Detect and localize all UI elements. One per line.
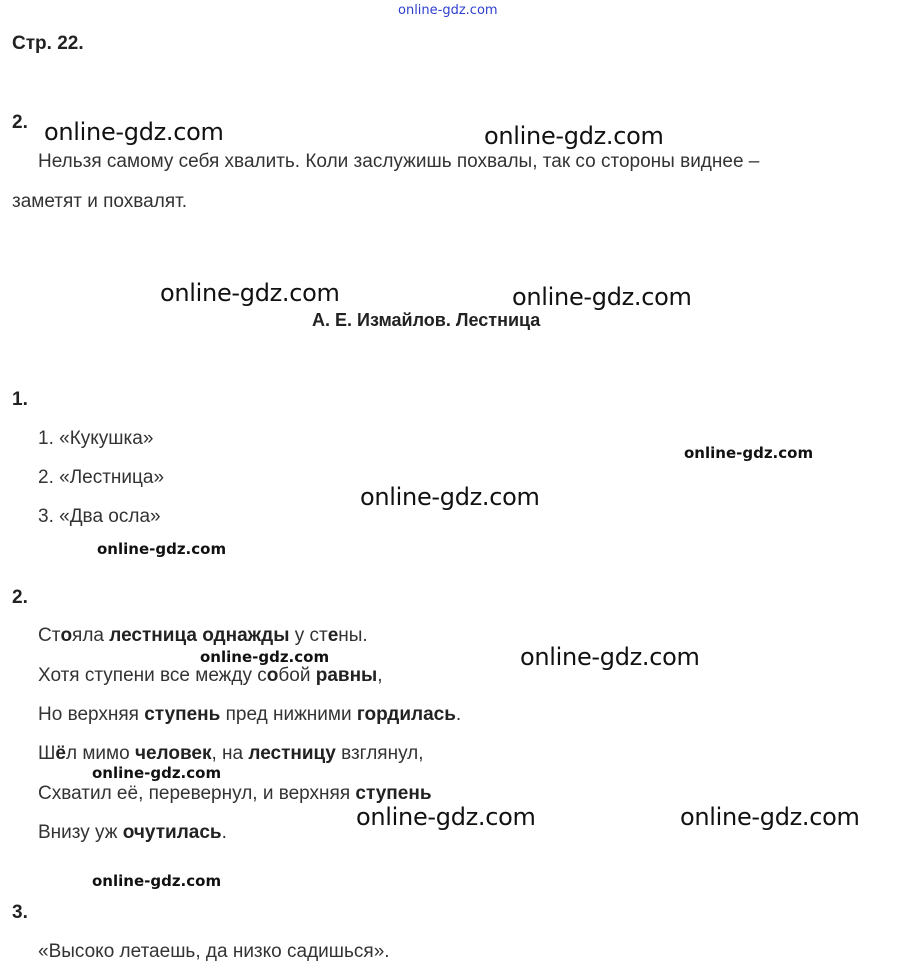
text-run: взглянул, bbox=[335, 743, 424, 764]
stress-vowel: о bbox=[266, 665, 279, 686]
section-title: А. Е. Измайлов. Лестница bbox=[312, 310, 541, 330]
watermark: online-gdz.com bbox=[160, 279, 340, 307]
stress-vowel: о bbox=[60, 625, 73, 646]
watermark: online-gdz.com bbox=[356, 803, 536, 831]
poem-line bbox=[38, 783, 432, 805]
text-run: пред нижними bbox=[220, 704, 357, 725]
list-item: 1. «Кукушка» bbox=[38, 428, 154, 449]
watermark: online-gdz.com bbox=[360, 483, 540, 511]
bold-word: ступень bbox=[144, 704, 221, 725]
text-run: Схватил её, перевернул, и верхняя bbox=[38, 783, 356, 804]
text-run: яла bbox=[72, 625, 110, 646]
poem-line bbox=[38, 665, 383, 687]
proverb-line: Нельзя самому себя хвалить. Коли заслужишь похвалы, так со стороны виднее – bbox=[38, 151, 760, 172]
bold-word: человек bbox=[134, 743, 212, 764]
text-run: , bbox=[377, 665, 383, 686]
text-run: ны. bbox=[338, 625, 368, 646]
text-run: бой bbox=[278, 665, 316, 686]
poem-line bbox=[38, 743, 424, 765]
proverb-answer: «Высоко летаешь, да низко садишься». bbox=[38, 941, 390, 962]
list-item: 3. «Два осла» bbox=[38, 506, 161, 527]
proverb-line: заметят и похвалят. bbox=[12, 191, 187, 212]
text-run: . bbox=[221, 822, 227, 843]
text-run: Но верхняя bbox=[38, 704, 145, 725]
bold-word: лестницу bbox=[248, 743, 336, 764]
watermark: online-gdz.com bbox=[484, 122, 664, 150]
watermark: online-gdz.com bbox=[684, 444, 814, 462]
poem-line bbox=[38, 704, 461, 726]
text-run: Ш bbox=[38, 743, 56, 764]
text-run: Внизу уж bbox=[38, 822, 123, 843]
page-label: Стр. 22. bbox=[12, 33, 84, 54]
task-number: 2. bbox=[12, 112, 28, 133]
stress-vowel: е bbox=[327, 625, 339, 646]
text-run: Ст bbox=[38, 625, 61, 646]
watermark: online-gdz.com bbox=[200, 648, 330, 666]
bold-word: очутилась bbox=[122, 822, 222, 843]
watermark: online-gdz.com bbox=[680, 803, 860, 831]
text-run: у ст bbox=[289, 625, 328, 646]
poem-line bbox=[38, 822, 227, 844]
watermark: online-gdz.com bbox=[92, 872, 222, 890]
bold-word: гордилась bbox=[356, 704, 456, 725]
watermark: online-gdz.com bbox=[97, 540, 227, 558]
watermark-top: online-gdz.com bbox=[398, 3, 498, 18]
watermark: online-gdz.com bbox=[44, 118, 224, 146]
task-number: 3. bbox=[12, 902, 28, 923]
list-item: 2. «Лестница» bbox=[38, 467, 165, 488]
task-number: 1. bbox=[12, 389, 28, 410]
bold-word: ступень bbox=[355, 783, 432, 804]
watermark: online-gdz.com bbox=[512, 283, 692, 311]
text-run: . bbox=[455, 704, 462, 725]
poem-line bbox=[38, 625, 368, 647]
text-run: , на bbox=[211, 743, 249, 764]
watermark: online-gdz.com bbox=[92, 764, 222, 782]
watermark: online-gdz.com bbox=[520, 643, 700, 671]
bold-word: лестница однажды bbox=[109, 625, 290, 646]
text-run: л мимо bbox=[66, 743, 135, 764]
task-number: 2. bbox=[12, 587, 28, 608]
stress-vowel: ё bbox=[55, 743, 66, 764]
text-run: Хотя ступени все между с bbox=[38, 665, 267, 686]
bold-word: равны bbox=[315, 665, 378, 686]
